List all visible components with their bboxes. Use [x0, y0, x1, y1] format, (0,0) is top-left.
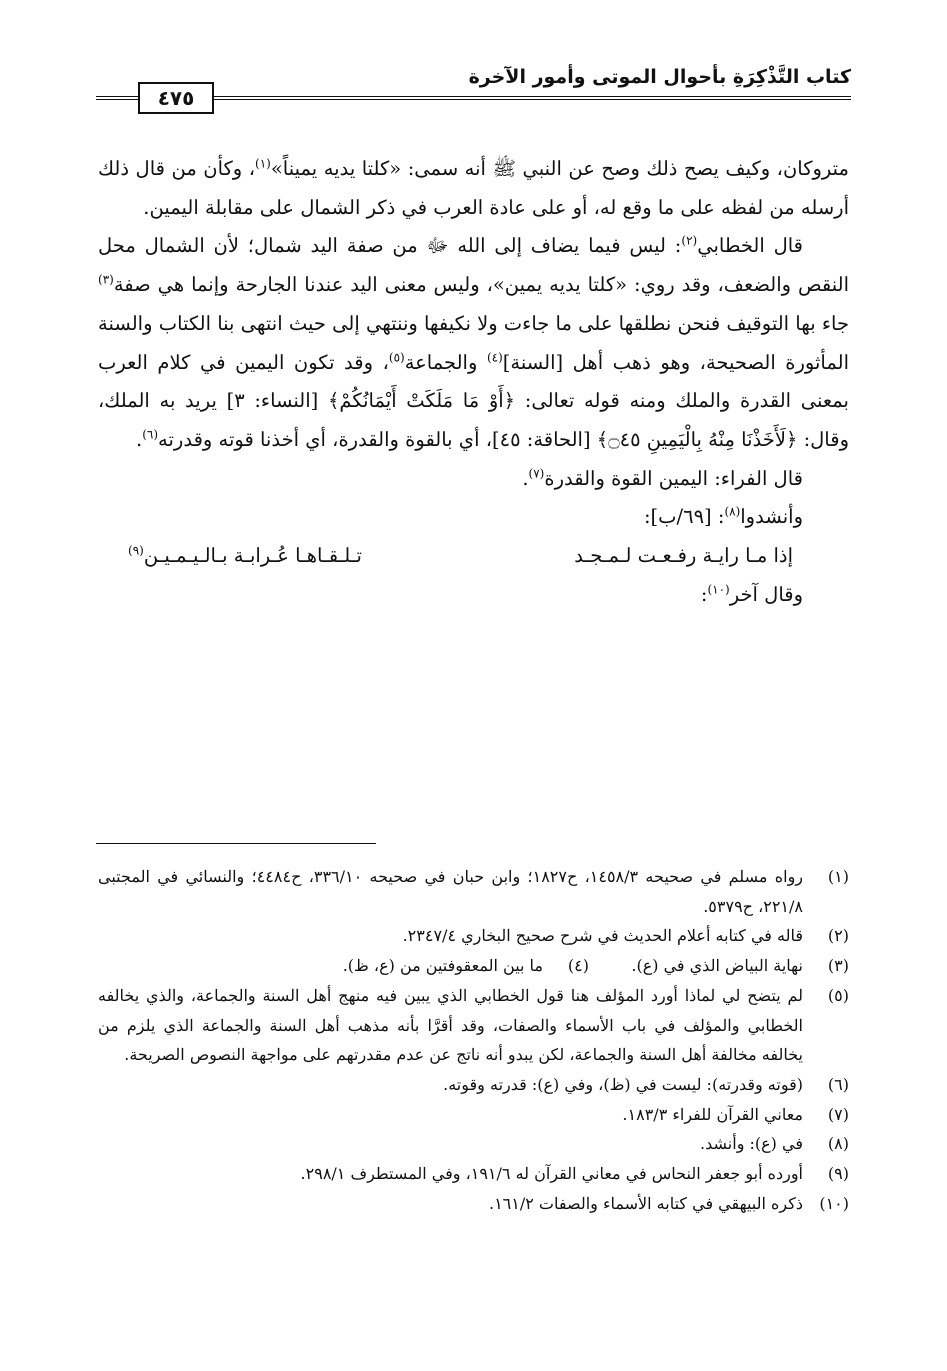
- footnote-7: [98, 1100, 849, 1130]
- footnote-text: ما بين المعقوفتين من (ع، ظ).: [342, 956, 543, 976]
- main-text: [98, 150, 849, 614]
- footnote-4: [98, 951, 589, 981]
- akhar-line: [98, 576, 849, 615]
- footnote-number: (٣): [827, 956, 849, 976]
- paragraph-2: [98, 227, 849, 459]
- footnote-separator: [96, 843, 376, 844]
- text-run: والجماعة: [404, 350, 487, 374]
- footnote-number: (٢): [827, 926, 849, 946]
- text-run: وقال آخر: [729, 582, 803, 606]
- footnote-ref: (٧): [528, 466, 545, 481]
- footnote-ref: (٥): [388, 350, 405, 365]
- footnote-text: في (ع): وأنشد.: [700, 1134, 803, 1154]
- footnote-number: (٩): [827, 1164, 849, 1184]
- footnote-8: [98, 1129, 849, 1159]
- footnote-ref: (٣): [98, 272, 114, 287]
- text-run: ، وقد تكون اليمين في كلام العرب بمعنى القدرة والملك ومنه قوله تعالى: ﴿أَوْ مَا مَلَكَتْ أَيْمَانُكُمْ﴾ [النساء: ٣] يريد به الملك، وقال: ﴿لَأَخَذْنَا مِنْهُ بِالْيَمِينِ ۝٤٥﴾ [الحاقة: ٤٥]، أي بالقوة والقدرة، أي أخذنا قوته وقدرته: [98, 350, 849, 451]
- verse-hemistich-second-wrap: [128, 537, 362, 576]
- footnote-ref: (٤): [486, 350, 503, 365]
- footnote-text: (قوته وقدرته): ليست في (ظ)، وفي (ع): قدرته وقوته.: [443, 1074, 803, 1094]
- footnote-number: (٧): [827, 1104, 849, 1124]
- poetry-verse: [98, 537, 849, 576]
- footnote-text: ذكره البيهقي في كتابه الأسماء والصفات ١٦١/٢.: [488, 1193, 803, 1213]
- footnote-text: قاله في كتابه أعلام الحديث في شرح صحيح البخاري ٢٣٤٧/٤.: [402, 926, 803, 946]
- footnote-5: [98, 981, 849, 1070]
- anshadu-line: [98, 498, 849, 537]
- text-run: جاء بها التوقيف فنحن نطلقها على ما جاءت ولا نكيفها وننتهي إلى حيث انتهى بنا الكتاب والسنة المأثورة الصحيحة، وهو ذهب أهل [السنة]: [98, 311, 850, 374]
- footnote-9: [98, 1159, 849, 1189]
- footnote-ref: (٩): [128, 543, 144, 558]
- footnote-number: (٦): [827, 1074, 849, 1094]
- footnote-6: [98, 1070, 849, 1100]
- footnote-number: (٤): [567, 956, 589, 976]
- text-run: ، وكأن من قال ذلك أرسله من لفظه على ما وقع له، أو على عادة العرب في ذكر الشمال على مقابلة اليمين.: [98, 157, 849, 219]
- verse-hemistich-first: إذا مـا رايـة رفـعـت لـمـجـد: [574, 544, 793, 568]
- footnote-text: لم يتضح لي لماذا أورد المؤلف هنا قول الخطابي الذي يبين فيه منهج أهل السنة والجماعة، والذي يخالفه الخطابي والمؤلف في باب الأسماء والصفات، وقد أقرَّا بأنه مذهب أهل السنة والجماعة الذي يلزم من يخالفه مخالفة أهل السنة والجماعة، لكن يبدو أنه ناتج عن عدم مقدرتهم على مواجهة النصوص الصريحة.: [98, 985, 804, 1065]
- text-run: قال الخطابي: [697, 234, 803, 258]
- text-run: : [٦٩/ب]:: [643, 505, 725, 529]
- footnote-number: (١): [827, 867, 849, 886]
- verse-hemistich-second: تـلـقـاهـا عُـرابـة بـالـيـمـيـن: [143, 544, 362, 568]
- page-number: ٤٧٥: [138, 82, 214, 114]
- text-run: .: [136, 427, 143, 451]
- footnote-3-4: [98, 951, 849, 981]
- footnote-text: أورده أبو جعفر النحاس في معاني القرآن له ١٩١/٦، وفي المستطرف ٢٩٨/١.: [300, 1164, 803, 1184]
- footnote-ref: (١): [255, 156, 271, 171]
- footnote-text: نهاية البياض الذي في (ع).: [631, 956, 803, 976]
- footnote-ref: (٦): [142, 427, 159, 442]
- text-run: قال الفراء: اليمين القوة والقدرة: [544, 466, 803, 490]
- footnote-number: (٨): [827, 1134, 849, 1154]
- paragraph-1: [98, 150, 849, 227]
- footnote-2: [98, 921, 849, 951]
- text-run: وأنشدوا: [740, 505, 803, 529]
- footnote-ref: (١٠): [707, 582, 730, 597]
- running-header-title: كتاب التَّذْكِرَةِ بأحوال الموتى وأمور الآخرة: [468, 66, 851, 88]
- farra-line: [98, 460, 849, 499]
- footnote-ref: (٢): [681, 233, 698, 248]
- text-run: :: [700, 582, 708, 606]
- footnote-1: [98, 862, 849, 921]
- footnote-number: (١٠): [819, 1193, 849, 1213]
- footnotes: [98, 862, 849, 1218]
- footnote-ref: (٨): [724, 504, 741, 519]
- footnote-10: [98, 1189, 849, 1219]
- footnote-number: (٥): [827, 985, 849, 1005]
- text-run: متروكان، وكيف يصح ذلك وصح عن النبي ﷺ أنه سمى: «كلتا يديه يميناً»: [270, 157, 849, 180]
- text-run: .: [522, 466, 529, 490]
- footnote-3: [589, 951, 849, 981]
- footnote-text: رواه مسلم في صحيحه ١٤٥٨/٣، ح١٨٢٧؛ وابن حبان في صحيحه ٣٣٦/١٠، ح٤٤٨٤؛ والنسائي في المجتبى ٢٢١/٨، ح٥٣٧٩.: [98, 867, 804, 916]
- text-run: : ليس فيما يضاف إلى الله ﷻ من صفة اليد شمال؛ لأن الشمال محل النقص والضعف، وقد روي: «كلتا يديه يمين»، وليس معنى اليد عندنا الجارحة وإنما هي صفة: [98, 234, 849, 297]
- footnote-text: معاني القرآن للفراء ١٨٣/٣.: [622, 1104, 803, 1124]
